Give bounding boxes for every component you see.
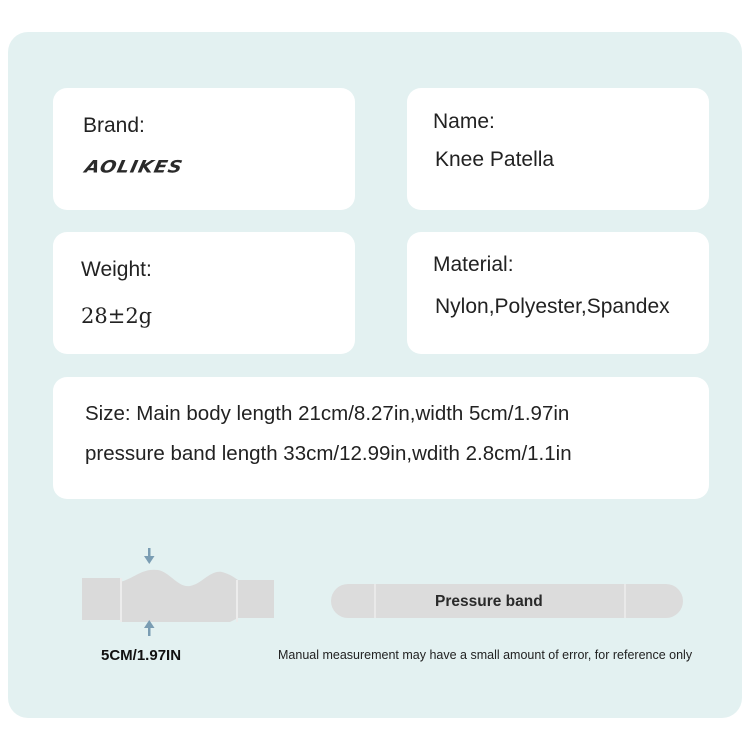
size-line-1: Size: Main body length 21cm/8.27in,width 5cm/1.97in: [85, 402, 570, 425]
name-card: [407, 88, 709, 210]
main-body-diagram: [70, 540, 290, 640]
material-card: [407, 232, 709, 354]
pressure-band-label: Pressure band: [435, 593, 543, 610]
weight-label: Weight:: [81, 258, 152, 281]
name-label: Name:: [433, 110, 495, 133]
size-card: [53, 377, 709, 499]
name-value: Knee Patella: [435, 148, 555, 171]
brand-logo: AOLIKES: [82, 157, 185, 177]
size-line-2: pressure band length 33cm/12.99in,wdith 2.8cm/1.1in: [85, 442, 572, 465]
measurement-note: Manual measurement may have a small amount of error, for reference only: [278, 648, 693, 662]
arrow-up-icon: [144, 620, 155, 636]
brand-label: Brand:: [83, 114, 145, 137]
weight-card: [53, 232, 355, 354]
material-label: Material:: [433, 253, 514, 276]
main-body-strap: [82, 570, 274, 622]
main-body-width-label: 5CM/1.97IN: [101, 647, 182, 664]
weight-value: 28±2g: [81, 304, 153, 328]
brand-card: [53, 88, 355, 210]
arrow-down-icon: [144, 548, 155, 564]
material-value: Nylon,Polyester,Spandex: [435, 295, 670, 318]
